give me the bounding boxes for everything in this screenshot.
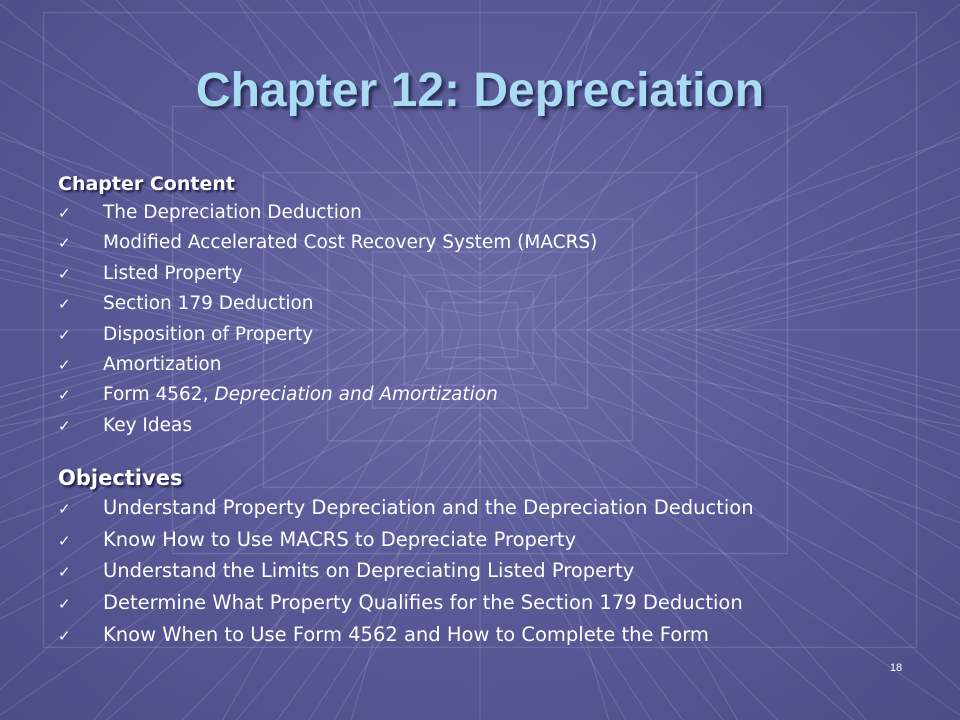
check-icon: ✓ [58, 595, 71, 614]
objectives-list [58, 493, 938, 651]
list-item-text [103, 380, 498, 409]
list-item [58, 493, 938, 525]
check-icon: ✓ [58, 356, 71, 375]
list-item [58, 350, 938, 380]
list-item [58, 228, 938, 258]
check-icon: ✓ [58, 204, 71, 222]
list-item [58, 198, 938, 228]
check-icon: ✓ [58, 325, 71, 344]
list-item-text: Amortization [103, 354, 222, 376]
chapter-content-heading: Chapter Content [58, 173, 235, 195]
list-item [58, 556, 938, 588]
list-item [58, 289, 938, 319]
form-title-italic: Depreciation and Amortization [214, 384, 498, 406]
check-icon: ✓ [58, 416, 71, 435]
list-item [58, 320, 938, 350]
list-item-text: Know How to Use MACRS to Depreciate Property [103, 527, 577, 551]
objectives-heading: Objectives [58, 466, 183, 491]
form-name-text: Form 4562, [103, 384, 215, 406]
slide-content [58, 170, 938, 651]
list-item-text: Modified Accelerated Cost Recovery System (MACRS) [103, 232, 598, 254]
slide-title: Chapter 12: Depreciation [195, 64, 765, 117]
check-icon: ✓ [58, 563, 71, 582]
list-item-text: The Depreciation Deduction [103, 202, 362, 223]
list-item-text: Understand Property Depreciation and the Depreciation Deduction [103, 496, 754, 520]
list-item-text: Listed Property [103, 262, 243, 284]
list-item-text: Section 179 Deduction [103, 293, 314, 315]
check-icon: ✓ [58, 234, 71, 253]
list-item-text: Determine What Property Qualifies for the Section 179 Deduction [103, 591, 743, 615]
check-icon: ✓ [58, 500, 71, 519]
list-item [58, 259, 938, 289]
list-item [58, 411, 938, 441]
check-icon: ✓ [58, 295, 71, 314]
list-item-text: Disposition of Property [103, 323, 314, 345]
chapter-content-list [58, 198, 938, 441]
check-icon: ✓ [58, 386, 71, 405]
check-icon: ✓ [58, 626, 71, 645]
list-item [58, 588, 938, 620]
list-item [58, 620, 938, 652]
check-icon: ✓ [58, 531, 71, 550]
list-item-text: Know When to Use Form 4562 and How to Complete the Form [103, 622, 709, 646]
list-item [58, 525, 938, 557]
check-icon: ✓ [58, 264, 71, 283]
list-item-text: Key Ideas [103, 414, 192, 436]
list-item [58, 380, 938, 410]
list-item-text: Understand the Limits on Depreciating Listed Property [103, 559, 635, 583]
page-number: 18 [889, 662, 903, 674]
